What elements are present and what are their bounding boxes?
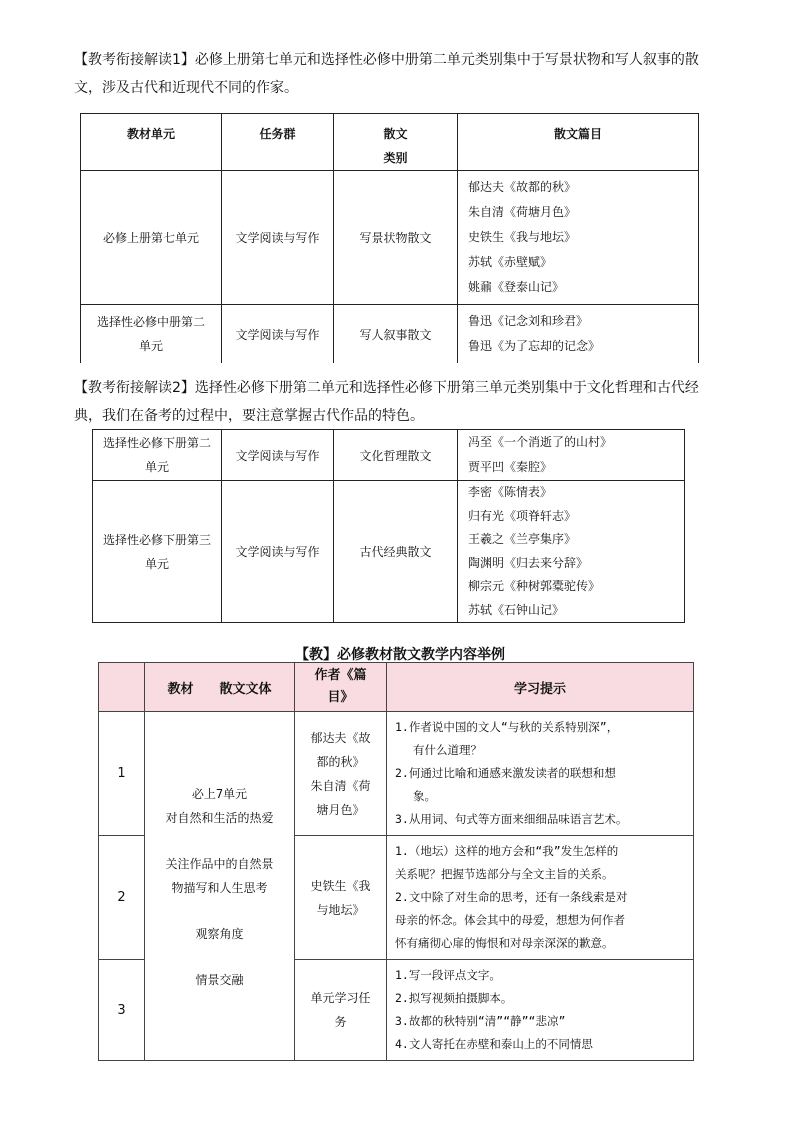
tips-cell: 1.（地坛）这样的地方会和“我”发生怎样的 关系呢？把握节选部分与全文主旨的关系。 2.文中除了对生命的思考，还有一条线索是对 母亲的怀念。体会其中的母爱，想想为何作者 怀有痛彻心扉的悔恨和对母亲深深的歉意。 [387,836,694,960]
cell-works [458,171,699,305]
header-tips: 学习提示 [387,663,694,712]
header-category: 散文 类别 [334,114,458,171]
table-row [81,171,699,305]
work-item: 鲁迅《记念刘和珍君》 [468,314,589,328]
cell-works [458,430,685,481]
cell-category: 写人叙事散文 [334,305,458,364]
cell-unit: 选择性必修下册第三 单元 [93,481,222,623]
section1-intro: 【教考衔接解读1】必修上册第七单元和选择性必修中册第二单元类别集中于写景状物和写人叙事的散文，涉及古代和近现代不同的作家。 [74,52,699,96]
author-cell: 史铁生《我 与地坛》 [295,836,387,960]
table-header-row [81,114,699,171]
cell-unit: 必修上册第七单元 [81,171,222,305]
header-num [99,663,145,712]
author-cell: 郁达夫《故 都的秋》 朱自清《荷 塘月色》 [295,712,387,836]
work-item: 冯至《一个消逝了的山村》 [468,435,613,449]
cell-group: 文学阅读与写作 [222,171,334,305]
tips-cell: 1.写一段评点文字。 2.拟写视频拍摄脚本。 3.故都的秋特别“清”“静”“悲凉” 4.文人寄托在赤壁和泰山上的不同情思 [387,960,694,1061]
work-item: 郁达夫《故都的秋》 [468,180,577,194]
work-item: 陶渊明《归去来兮辞》 [468,555,589,570]
work-item: 苏轼《石钟山记》 [468,602,565,617]
work-item: 贾平凹《秦腔》 [468,460,553,474]
table-row [99,712,694,836]
work-item: 史铁生《我与地坛》 [468,230,577,244]
row-number: 1 [99,712,145,836]
header-textbook-genre: 教材 散文文体 [145,663,295,712]
work-item: 归有光《项脊轩志》 [468,508,577,523]
cell-group: 文学阅读与写作 [222,430,334,481]
textbook-genre-cell: 必上7单元 对自然和生活的热爱 关注作品中的自然景 物描写和人生思考 观察角度 情景交融 [145,712,295,1061]
unit-table-2 [92,429,685,623]
row-number: 2 [99,836,145,960]
cell-group: 文学阅读与写作 [222,305,334,364]
header-author: 作者《篇 目》 [295,663,387,712]
row-number: 3 [99,960,145,1061]
header-works: 散文篇目 [458,114,699,171]
cell-category: 文化哲理散文 [334,430,458,481]
teaching-table-title: 【教】必修教材散文教学内容举例 [295,647,505,663]
cell-works [458,481,685,623]
unit-table-1 [80,113,699,363]
tips-cell: 1.作者说中国的文人“与秋的关系特别深”， 有什么道理？ 2.何通过比喻和通感来激发读者的联想和想 象。 3.从用词、句式等方面来细细品味语言艺术。 [387,712,694,836]
table-row [93,430,685,481]
table-row [93,481,685,623]
cell-unit: 选择性必修中册第二 单元 [81,305,222,364]
header-group: 任务群 [222,114,334,171]
cell-works [458,305,699,364]
work-item: 朱自清《荷塘月色》 [468,205,577,219]
cell-group: 文学阅读与写作 [222,481,334,623]
work-item: 姚鼐《登泰山记》 [468,280,565,294]
teaching-table [98,662,694,1061]
cell-category: 写景状物散文 [334,171,458,305]
header-unit: 教材单元 [81,114,222,171]
work-item: 李密《陈情表》 [468,485,553,499]
table-header-row [99,663,694,712]
cell-unit: 选择性必修下册第二 单元 [93,430,222,481]
work-item: 鲁迅《为了忘却的记念》 [468,339,601,353]
cell-category: 古代经典散文 [334,481,458,623]
work-item: 苏轼《赤壁赋》 [468,255,553,269]
author-cell: 单元学习任 务 [295,960,387,1061]
section2-intro: 【教考衔接解读2】选择性必修下册第二单元和选择性必修下册第三单元类别集中于文化哲理和古代经典，我们在备考的过程中，要注意掌握古代作品的特色。 [74,380,699,424]
work-item: 柳宗元《种树郭橐驼传》 [468,579,601,593]
work-item: 王羲之《兰亭集序》 [468,532,577,546]
table-row [81,305,699,364]
